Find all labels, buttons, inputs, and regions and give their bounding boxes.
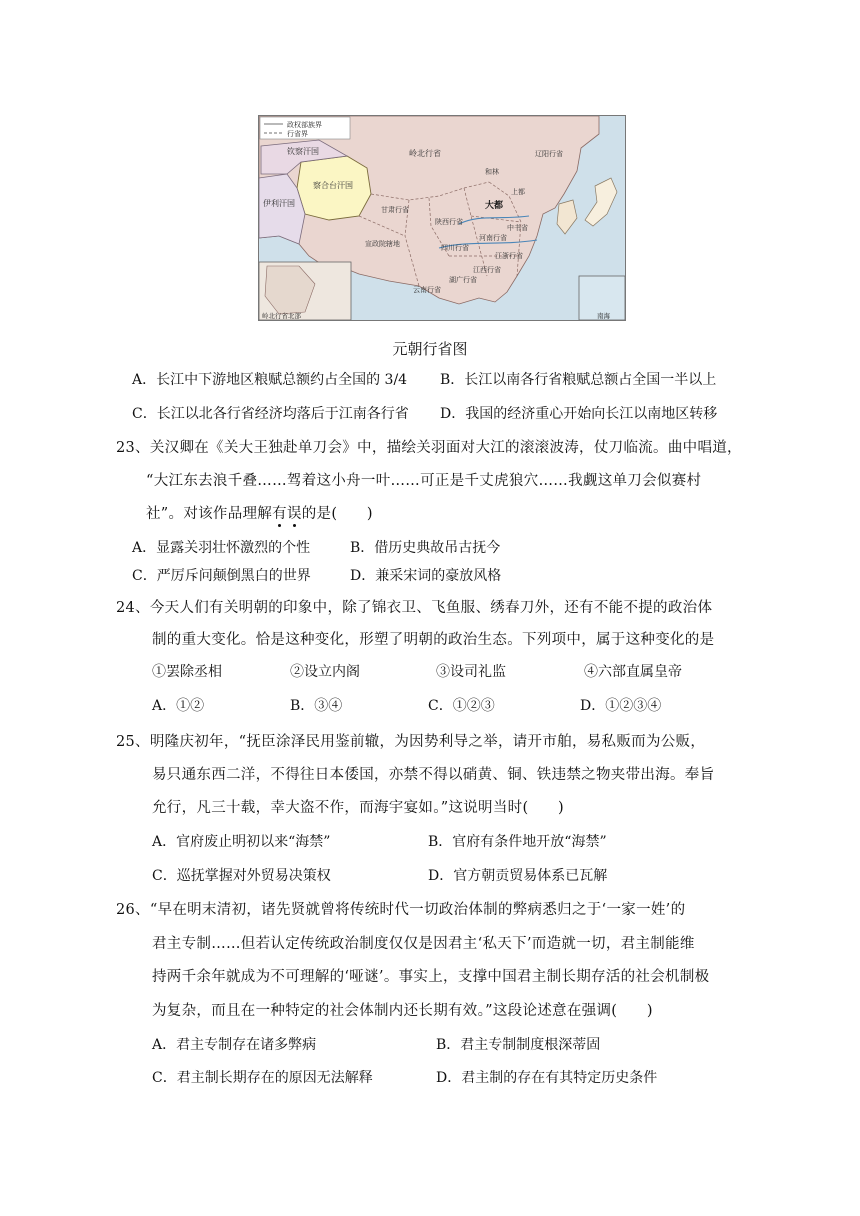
q24-item-3: ③设司礼监 bbox=[436, 664, 506, 680]
q22-option-c: C．长江以北各行省经济均落后于江南各行省 bbox=[132, 406, 409, 422]
label-henan: 河南行省 bbox=[479, 235, 507, 242]
q23-option-b: B．借历史典故吊古抚今 bbox=[350, 540, 501, 556]
label-xuanzheng: 宣政院辖地 bbox=[365, 241, 400, 248]
q26-line-4: 为复杂，而且在一种特定的社会体制内还长期有效。”这段论述意在强调( ) bbox=[152, 1003, 653, 1019]
q24-item-4: ④六部直属皇帝 bbox=[584, 664, 682, 680]
q24-option-b: B．③④ bbox=[290, 698, 343, 714]
legend-province-label: 行省界 bbox=[287, 131, 308, 138]
q24-option-c: C．①②③ bbox=[428, 698, 495, 714]
q23-line-3 bbox=[146, 504, 373, 524]
q26-option-b: B．君主专制制度根深蒂固 bbox=[436, 1037, 601, 1053]
q26-option-d: D．君主制的存在有其特定历史条件 bbox=[436, 1070, 658, 1086]
label-chagatai: 察合台汗国 bbox=[313, 181, 353, 190]
label-dadu: 大都 bbox=[485, 200, 504, 210]
q23-option-d: D．兼采宋词的豪放风格 bbox=[350, 568, 502, 584]
q23-line-2: “大江东去浪千叠……驾着这小舟一叶……可正是千丈虎狼穴……我觑这单刀会似赛村 bbox=[146, 473, 702, 489]
label-liaoyang: 辽阳行省 bbox=[535, 151, 563, 158]
emphasis-char-2: 误 bbox=[286, 506, 302, 522]
label-yunnan: 云南行省 bbox=[413, 287, 441, 294]
q26-option-a: A．君主专制存在诸多弊病 bbox=[152, 1037, 317, 1053]
q25-option-c: C．巡抚掌握对外贸易决策权 bbox=[152, 868, 331, 884]
q25-line-2: 易只通东西二洋，不得往日本倭国，亦禁不得以硝黄、铜、铁违禁之物夹带出海。奉旨 bbox=[152, 767, 715, 783]
q23-option-a: A．显露关羽壮怀激烈的个性 bbox=[132, 540, 311, 556]
q22-option-a: A．长江中下游地区粮赋总额约占全国的 3/4 bbox=[132, 372, 408, 388]
q23-line-3-pre: 社”。对该作品理解 bbox=[146, 506, 273, 522]
q26-line-3: 持两千余年就成为不可理解的‘哑谜’。事实上，支撑中国君主制长期存活的社会机制极 bbox=[152, 969, 710, 985]
label-sichuan: 四川行省 bbox=[441, 245, 469, 252]
q24-option-a: A．①② bbox=[152, 698, 205, 714]
q25-option-b: B．官府有条件地开放“海禁” bbox=[428, 834, 607, 850]
label-inset-north: 岭北行省北部 bbox=[262, 313, 301, 320]
label-shaanxi: 陕西行省 bbox=[435, 219, 463, 226]
q24-line-2: 制的重大变化。恰是这种变化，形塑了明朝的政治生态。下列项中，属于这种变化的是 bbox=[152, 632, 715, 648]
label-shangdu: 上都 bbox=[511, 189, 525, 196]
label-jiangxi: 江西行省 bbox=[473, 267, 501, 274]
legend-border-label: 政权部族界 bbox=[287, 122, 322, 129]
q25-option-a: A．官府废止明初以来“海禁” bbox=[152, 834, 331, 850]
label-yili: 伊利汗国 bbox=[263, 199, 295, 208]
label-gansu: 甘肃行省 bbox=[381, 207, 409, 214]
q23-line-3-post: 的是( ) bbox=[301, 506, 373, 522]
label-huguang: 湖广行省 bbox=[449, 277, 477, 284]
q25-line-1: 25、明隆庆初年，“抚臣涂泽民用鉴前辙，为因势利导之举，请开市舶，易私贩而为公贩， bbox=[116, 734, 706, 750]
label-nanhai: 南海 bbox=[597, 313, 610, 320]
q24-line-1: 24、今天人们有关明朝的印象中，除了锦衣卫、飞鱼服、绣春刀外，还有不能不提的政治体 bbox=[116, 600, 713, 616]
q26-line-2: 君主专制……但若认定传统政治制度仅仅是因君主‘私天下’而造就一切，君主制能维 bbox=[152, 936, 695, 952]
map-caption: 元朝行省图 bbox=[392, 340, 468, 358]
q26-option-c: C．君主制长期存在的原因无法解释 bbox=[152, 1070, 373, 1086]
q24-item-2: ②设立内阁 bbox=[290, 664, 360, 680]
q22-option-b: B．长江以南各行省粮赋总额占全国一半以上 bbox=[440, 372, 717, 388]
q24-option-d: D．①②③④ bbox=[580, 698, 662, 714]
q24-item-1: ①罢除丞相 bbox=[152, 664, 222, 680]
label-jiangzhe: 江浙行省 bbox=[495, 253, 523, 260]
q25-line-3: 允行，凡三十载，幸大盗不作，而海宇宴如。”这说明当时( ) bbox=[152, 800, 564, 816]
label-qincha: 钦察汗国 bbox=[287, 147, 319, 156]
q23-line-1: 23、关汉卿在《关大王独赴单刀会》中，描绘关羽面对大江的滚滚波涛，仗刀临流。曲中唱道， bbox=[116, 440, 742, 456]
q23-option-c: C．严厉斥问颠倒黑白的世界 bbox=[132, 568, 311, 584]
yuan-provinces-map bbox=[258, 115, 626, 321]
label-lingbei: 岭北行省 bbox=[409, 149, 441, 158]
emphasis-char-1: 有 bbox=[272, 506, 287, 522]
label-helin: 和林 bbox=[485, 169, 499, 176]
q26-line-1: 26、“早在明末清初，诸先贤就曾将传统时代一切政治体制的弊病悉归之于‘一家一姓’的 bbox=[116, 902, 686, 918]
q25-option-d: D．官方朝贡贸易体系已瓦解 bbox=[428, 868, 608, 884]
q22-option-d: D．我国的经济重心开始向长江以南地区转移 bbox=[440, 406, 718, 422]
label-zhongshu: 中书省 bbox=[507, 225, 528, 232]
